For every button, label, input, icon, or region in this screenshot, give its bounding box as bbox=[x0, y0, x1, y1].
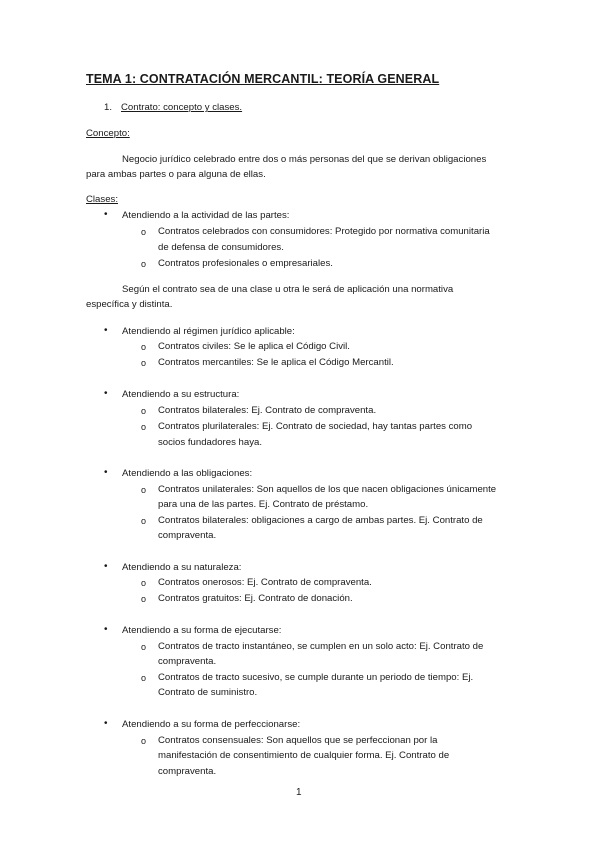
list-item: Contratos de tracto sucesivo, se cumple durante un periodo de tiempo: Ej. bbox=[158, 672, 474, 683]
circle-bullet-icon: o bbox=[141, 578, 147, 588]
list-item: Contratos gratuitos: Ej. Contrato de donación. bbox=[158, 593, 353, 604]
bullet-icon: • bbox=[104, 624, 108, 635]
circle-bullet-icon: o bbox=[141, 259, 147, 269]
list-item: Contratos onerosos: Ej. Contrato de compraventa. bbox=[158, 577, 372, 588]
circle-bullet-icon: o bbox=[141, 642, 147, 652]
list-item: socios fundadores haya. bbox=[158, 437, 262, 448]
list-item: Contratos bilaterales: obligaciones a cargo de ambas partes. Ej. Contrato de bbox=[158, 515, 483, 526]
group-label: Atendiendo a su forma de perfeccionarse: bbox=[122, 719, 301, 730]
circle-bullet-icon: o bbox=[141, 358, 147, 368]
concepto-line: Negocio jurídico celebrado entre dos o más personas del que se derivan obligaciones bbox=[122, 154, 487, 165]
group-label: Atendiendo a su estructura: bbox=[122, 389, 240, 400]
bullet-icon: • bbox=[104, 209, 108, 220]
list-item: Contratos profesionales o empresariales. bbox=[158, 258, 333, 269]
group-label: Atendiendo a la actividad de las partes: bbox=[122, 210, 290, 221]
list-item: Contratos unilaterales: Son aquellos de los que nacen obligaciones únicamente bbox=[158, 484, 497, 495]
circle-bullet-icon: o bbox=[141, 594, 147, 604]
circle-bullet-icon: o bbox=[141, 485, 147, 495]
group-label: Atendiendo al régimen jurídico aplicable: bbox=[122, 326, 295, 337]
list-item: Contrato de suministro. bbox=[158, 687, 258, 698]
list-item: compraventa. bbox=[158, 656, 217, 667]
list-item: para una de las partes. Ej. Contrato de préstamo. bbox=[158, 499, 369, 510]
list-item: Contratos plurilaterales: Ej. Contrato de sociedad, hay tantas partes como bbox=[158, 421, 473, 432]
list-item: Contratos de tracto instantáneo, se cumplen en un solo acto: Ej. Contrato de bbox=[158, 641, 484, 652]
group-label: Atendiendo a las obligaciones: bbox=[122, 468, 253, 479]
circle-bullet-icon: o bbox=[141, 406, 147, 416]
bullet-icon: • bbox=[104, 467, 108, 478]
list-item: Contratos bilaterales: Ej. Contrato de compraventa. bbox=[158, 405, 377, 416]
circle-bullet-icon: o bbox=[141, 673, 147, 683]
group-label: Atendiendo a su naturaleza: bbox=[122, 562, 242, 573]
list-item: Contratos consensuales: Son aquellos que se perfeccionan por la bbox=[158, 735, 438, 746]
list-item: compraventa. bbox=[158, 766, 217, 777]
circle-bullet-icon: o bbox=[141, 736, 147, 746]
section-number: 1. bbox=[104, 102, 113, 113]
bullet-icon: • bbox=[104, 561, 108, 572]
concepto-heading: Concepto: bbox=[86, 128, 130, 139]
list-item: de defensa de consumidores. bbox=[158, 242, 284, 253]
circle-bullet-icon: o bbox=[141, 227, 147, 237]
bullet-icon: • bbox=[104, 388, 108, 399]
group-label: Atendiendo a su forma de ejecutarse: bbox=[122, 625, 282, 636]
note-line: específica y distinta. bbox=[86, 299, 173, 310]
list-item: manifestación de consentimiento de cualquier forma. Ej. Contrato de bbox=[158, 750, 450, 761]
bullet-icon: • bbox=[104, 325, 108, 336]
clases-heading: Clases: bbox=[86, 194, 118, 205]
circle-bullet-icon: o bbox=[141, 422, 147, 432]
concepto-line: para ambas partes o para alguna de ellas. bbox=[86, 169, 266, 180]
list-item: compraventa. bbox=[158, 530, 217, 541]
circle-bullet-icon: o bbox=[141, 342, 147, 352]
section-heading: Contrato: concepto y clases. bbox=[121, 102, 243, 113]
document-title: TEMA 1: CONTRATACIÓN MERCANTIL: TEORÍA GENERAL bbox=[86, 72, 440, 86]
bullet-icon: • bbox=[104, 718, 108, 729]
list-item: Contratos celebrados con consumidores: Protegido por normativa comunitaria bbox=[158, 226, 490, 237]
list-item: Contratos mercantiles: Se le aplica el Código Mercantil. bbox=[158, 357, 394, 368]
note-line: Según el contrato sea de una clase u otra le será de aplicación una normativa bbox=[122, 284, 454, 295]
circle-bullet-icon: o bbox=[141, 516, 147, 526]
page-number: 1 bbox=[296, 787, 302, 798]
list-item: Contratos civiles: Se le aplica el Código Civil. bbox=[158, 341, 350, 352]
